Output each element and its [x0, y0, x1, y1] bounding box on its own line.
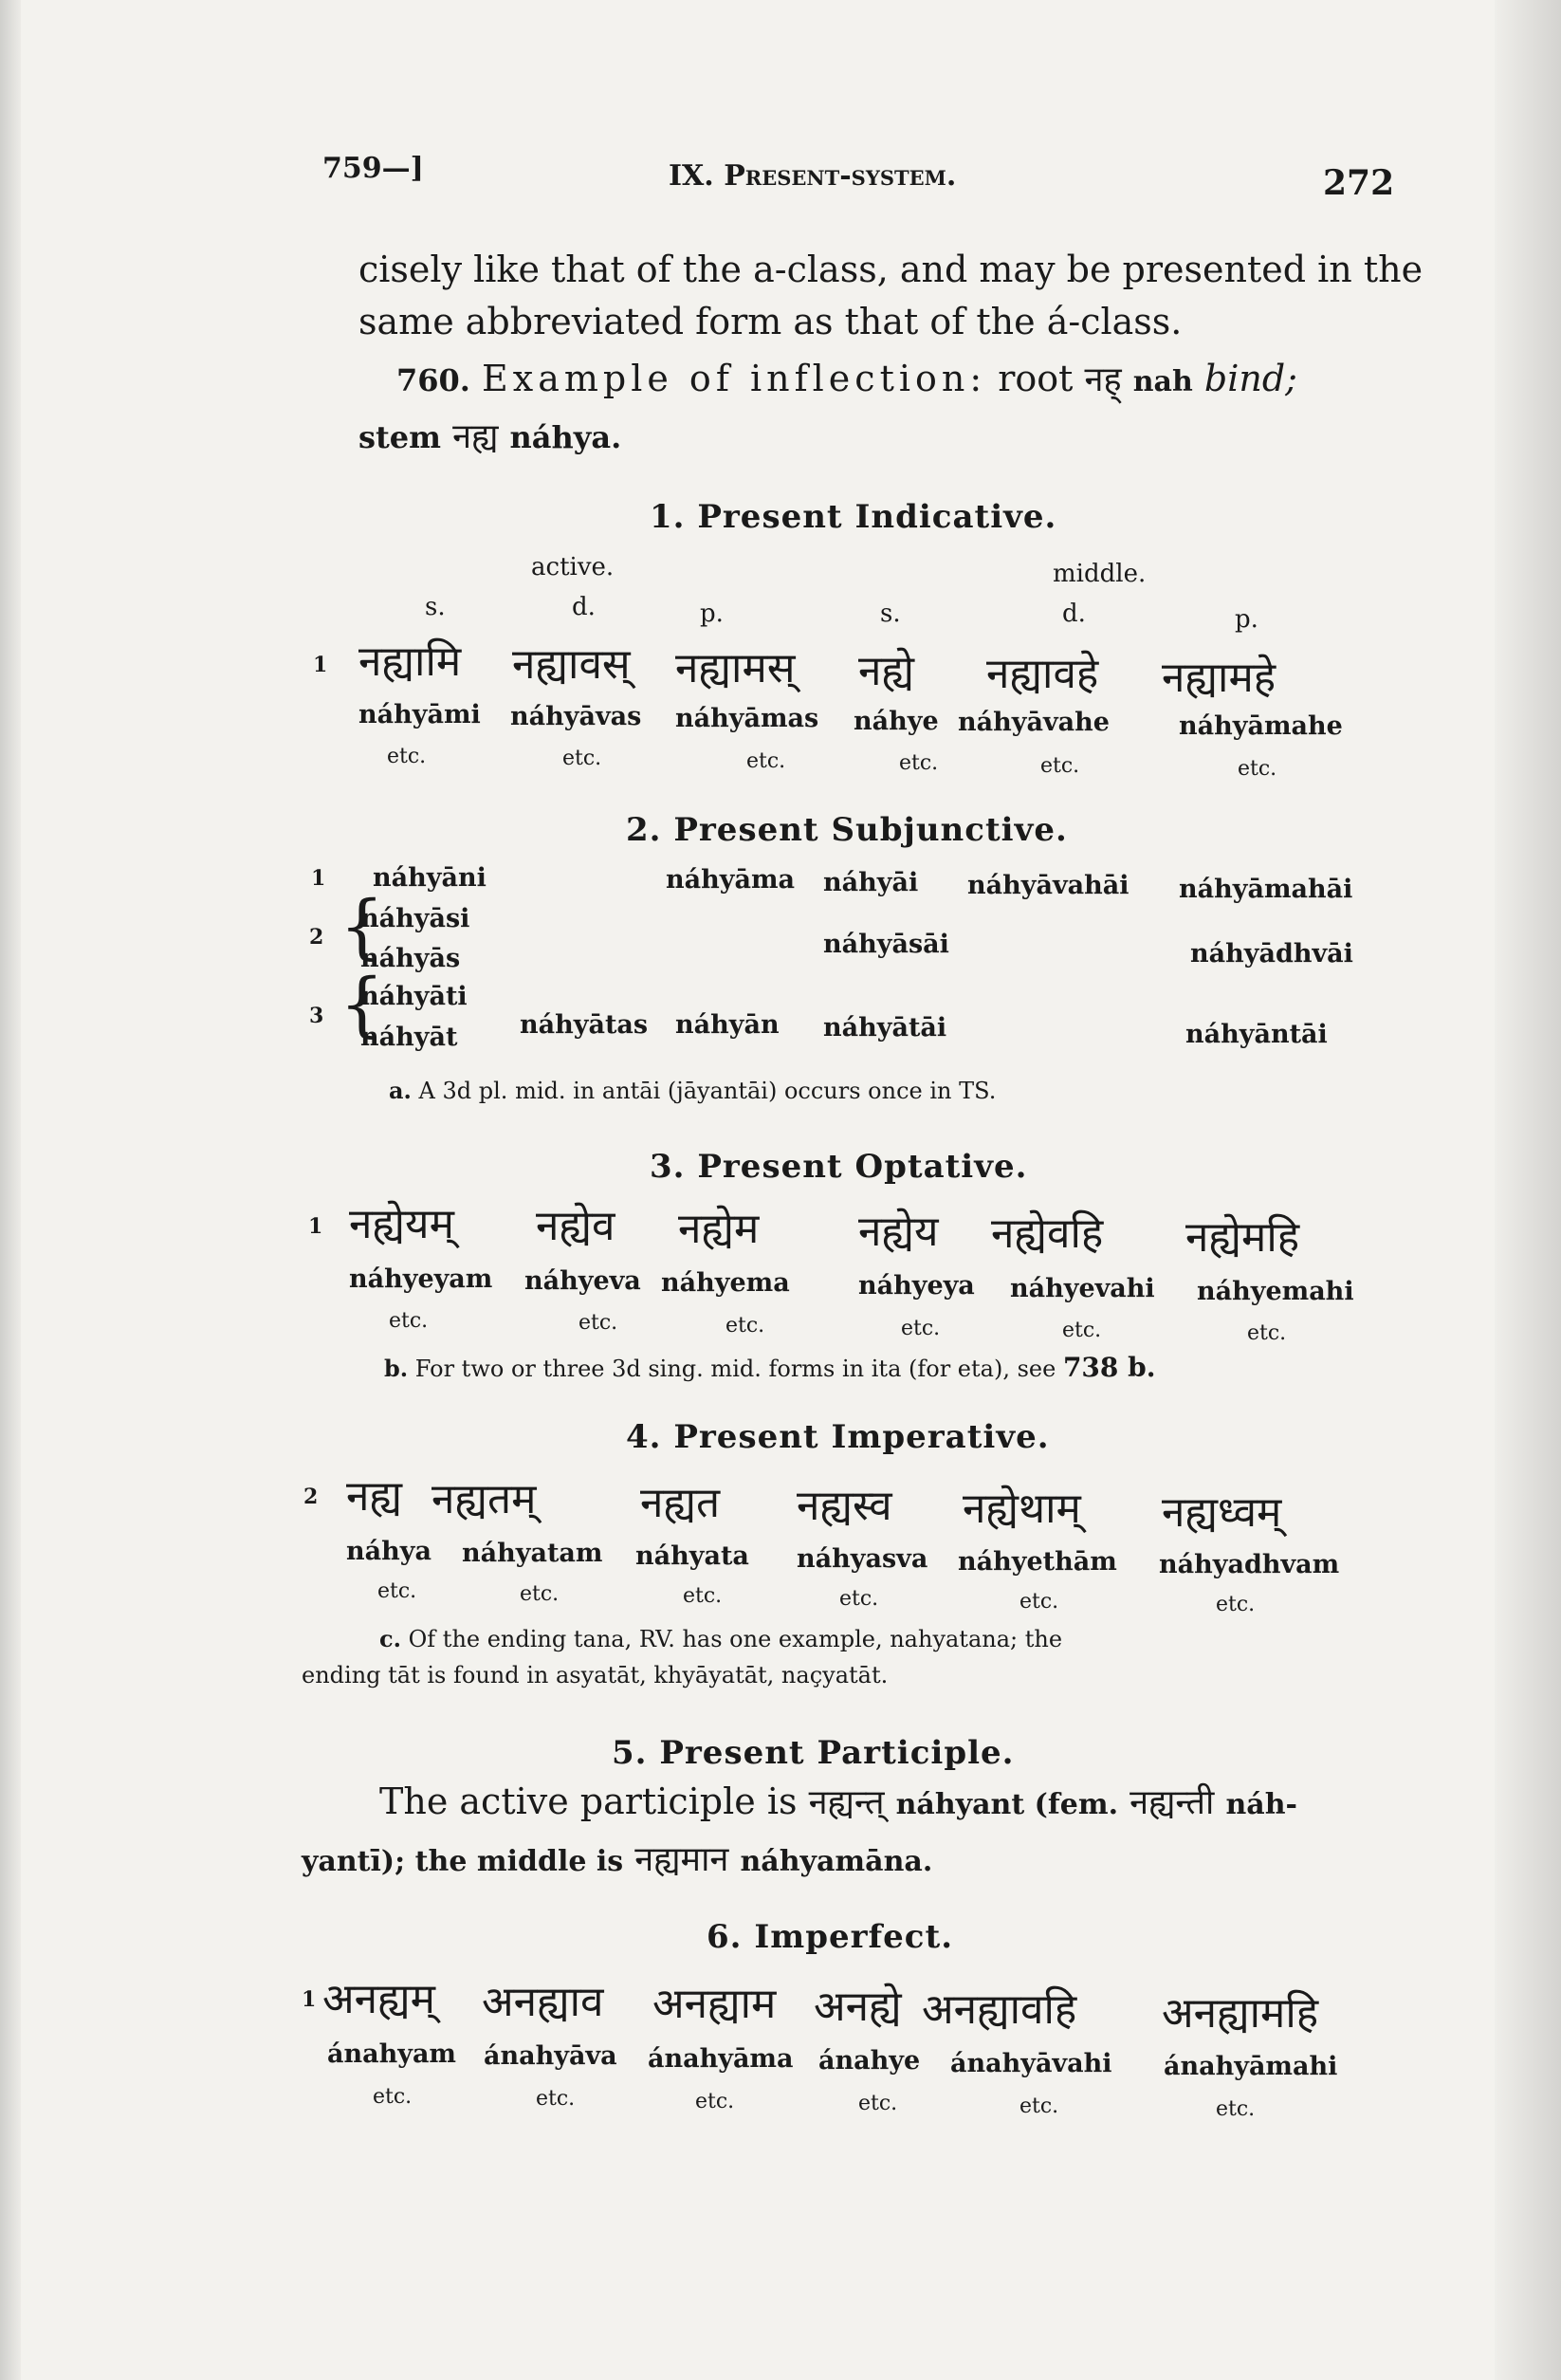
devanagari-form: नह्येम	[678, 1205, 760, 1253]
devanagari-form: नह्यामस्	[675, 644, 796, 692]
participle-text: The active participle is	[379, 1780, 798, 1822]
transliteration: yantī); the middle is	[302, 1845, 624, 1878]
indicative-title: 1. Present Indicative.	[650, 498, 1057, 536]
transliteration: náhyāma	[666, 865, 796, 895]
devanagari-form: नह्येमहि	[1185, 1213, 1300, 1262]
etc-label: etc.	[1216, 2097, 1256, 2121]
transliteration: náhyeya	[858, 1271, 975, 1301]
devanagari-form: अनह्यामहि	[1162, 1989, 1319, 2038]
page-edge-right	[1495, 0, 1561, 2380]
root-gloss: bind;	[1203, 358, 1297, 399]
etc-label: etc.	[746, 749, 786, 773]
etc-label: etc.	[389, 1309, 429, 1333]
transliteration: náhyeyam	[349, 1264, 493, 1294]
etc-label: etc.	[536, 2087, 576, 2111]
stem-line	[358, 417, 621, 454]
transliteration: náhyāsi	[360, 904, 470, 933]
devanagari-form: नह्यन्ती	[1129, 1783, 1215, 1822]
devanagari-form: अनह्यावहि	[922, 1985, 1077, 2034]
stem-devanagari: नह्य	[452, 417, 499, 456]
transliteration: náhyadhvam	[1159, 1550, 1340, 1579]
transliteration: ánahyāva	[484, 2041, 617, 2071]
devanagari-form: नह्येथाम्	[963, 1485, 1081, 1533]
participle-line-2	[302, 1840, 932, 1877]
root-label: root	[998, 358, 1074, 399]
person-number: 2	[309, 925, 324, 950]
transliteration: náhyamāna.	[740, 1845, 933, 1878]
devanagari-form: नह्येवहि	[991, 1209, 1104, 1258]
transliteration: náhyāt	[360, 1023, 458, 1052]
devanagari-form: नह्यस्व	[797, 1482, 892, 1530]
note-c-line-2: ending tāt is found in asyatāt, khyāyatāt, naçyatāt.	[302, 1662, 889, 1688]
person-number: 1	[308, 1214, 323, 1239]
devanagari-form: नह्यमान	[634, 1840, 729, 1879]
etc-label: etc.	[1040, 754, 1080, 778]
etc-label: etc.	[373, 2085, 413, 2109]
devanagari-form: नह्य	[346, 1472, 403, 1521]
transliteration: náhyatam	[462, 1539, 603, 1568]
participle-title: 5. Present Participle.	[612, 1734, 1015, 1772]
transliteration: náhyāmas	[675, 704, 819, 733]
devanagari-form: नह्यत	[640, 1479, 721, 1527]
note-label: a.	[389, 1077, 412, 1104]
transliteration: náhye	[854, 707, 939, 736]
devanagari-form: अनह्यम्	[322, 1975, 435, 2023]
page-edge-left	[0, 0, 21, 2380]
note-c-line-1	[379, 1625, 1062, 1652]
etc-label: etc.	[1019, 1590, 1059, 1614]
transliteration: náhyevahi	[1010, 1274, 1155, 1303]
transliteration: náhyant (fem.	[895, 1788, 1119, 1821]
transliteration: náhyāni	[373, 863, 487, 893]
etc-label: etc.	[377, 1579, 417, 1603]
devanagari-form: नह्ये	[858, 647, 915, 695]
etc-label: etc.	[1247, 1321, 1287, 1345]
paragraph-label: Example of inflection:	[482, 358, 987, 399]
transliteration: náhyāmahāi	[1179, 875, 1353, 904]
person-number: 1	[313, 653, 328, 677]
etc-label: etc.	[899, 751, 939, 775]
root-transliteration: nah	[1132, 365, 1193, 398]
person-number: 2	[303, 1485, 319, 1509]
transliteration: náhyādhvāi	[1190, 939, 1353, 969]
transliteration: náhyeva	[524, 1266, 641, 1296]
voice-middle-label: middle.	[1053, 560, 1147, 588]
note-label: b.	[384, 1355, 409, 1382]
etc-label: etc.	[901, 1317, 941, 1340]
transliteration: ánahyāmahi	[1164, 2052, 1338, 2081]
etc-label: etc.	[1238, 757, 1277, 781]
subjunctive-title: 2. Present Subjunctive.	[626, 811, 1068, 849]
transliteration: náhyāi	[823, 868, 919, 897]
transliteration: náhyāsāi	[823, 930, 949, 959]
note-label: c.	[379, 1625, 401, 1652]
etc-label: etc.	[578, 1311, 618, 1335]
devanagari-form: अनह्याम	[652, 1980, 777, 2028]
section-reference: 759—]	[322, 152, 424, 185]
etc-label: etc.	[520, 1582, 560, 1606]
number-label: s.	[880, 600, 901, 628]
etc-label: etc.	[725, 1314, 765, 1338]
transliteration: náhyāmi	[358, 700, 481, 729]
imperative-title: 4. Present Imperative.	[626, 1418, 1050, 1456]
transliteration: náhyāntāi	[1185, 1020, 1328, 1049]
person-number: 1	[302, 1987, 317, 2012]
transliteration: náhyātāi	[823, 1013, 947, 1042]
devanagari-form: नह्यावस्	[512, 640, 631, 689]
person-number: 3	[309, 1004, 324, 1028]
number-label: p.	[700, 600, 724, 628]
transliteration: ánahye	[818, 2046, 921, 2076]
note-a	[389, 1077, 996, 1104]
transliteration: náhyāvas	[510, 702, 642, 731]
note-b	[384, 1352, 1155, 1383]
stem-transliteration: náhya.	[509, 419, 622, 455]
number-label: p.	[1235, 605, 1258, 634]
number-label: s.	[425, 593, 446, 621]
devanagari-form: अनह्ये	[814, 1983, 902, 2031]
transliteration: náhyāvahāi	[967, 871, 1129, 900]
transliteration: náhyemahi	[1197, 1277, 1354, 1306]
transliteration: náhyāti	[360, 982, 468, 1011]
transliteration: náh-	[1225, 1788, 1297, 1821]
etc-label: etc.	[683, 1584, 723, 1608]
etc-label: etc.	[1062, 1319, 1102, 1342]
devanagari-form: अनह्याव	[482, 1978, 604, 2026]
brace: {	[340, 886, 385, 968]
transliteration: náhyāvahe	[958, 708, 1110, 737]
transliteration: náhyasva	[797, 1544, 928, 1574]
devanagari-form: नह्यध्वम्	[1162, 1488, 1282, 1537]
etc-label: etc.	[695, 2090, 735, 2113]
transliteration: náhyethām	[958, 1547, 1117, 1577]
transliteration: ánahyāma	[648, 2044, 794, 2074]
page-number: 272	[1323, 163, 1395, 203]
etc-label: etc.	[839, 1587, 879, 1611]
etc-label: etc.	[858, 2092, 898, 2115]
transliteration: náhyātas	[520, 1010, 649, 1040]
etc-label: etc.	[1216, 1593, 1256, 1616]
intro-line-1: cisely like that of the a-class, and may be presented in the	[358, 249, 1423, 290]
paragraph-number: 760.	[396, 362, 470, 398]
devanagari-form: नह्येयम्	[349, 1200, 454, 1248]
transliteration: ánahyāvahi	[950, 2049, 1112, 2078]
note-reference: 738 b.	[1062, 1352, 1156, 1383]
intro-line-2: same abbreviated form as that of the á-class.	[358, 301, 1183, 342]
transliteration: náhyata	[635, 1541, 749, 1571]
example-line	[396, 360, 1297, 397]
devanagari-form: नह्यामि	[358, 637, 462, 686]
devanagari-form: नह्येय	[858, 1208, 939, 1256]
devanagari-form: नह्यन्त्	[808, 1783, 885, 1822]
number-label: d.	[1062, 600, 1086, 628]
devanagari-form: नह्येव	[536, 1202, 615, 1250]
brace: {	[340, 964, 385, 1045]
optative-title: 3. Present Optative.	[650, 1148, 1028, 1186]
person-number: 1	[311, 866, 326, 891]
voice-active-label: active.	[531, 553, 615, 581]
number-label: d.	[572, 593, 596, 621]
imperfect-title: 6. Imperfect.	[707, 1918, 954, 1956]
root-devanagari: नह्	[1084, 360, 1122, 399]
etc-label: etc.	[562, 747, 602, 770]
transliteration: ánahyam	[327, 2039, 457, 2069]
stem-label: stem	[358, 419, 442, 455]
etc-label: etc.	[1019, 2094, 1059, 2118]
transliteration: náhyās	[360, 944, 461, 973]
etc-label: etc.	[387, 745, 427, 768]
participle-line-1	[379, 1780, 1297, 1822]
devanagari-form: नह्यतम्	[432, 1475, 537, 1523]
note-text: For two or three 3d sing. mid. forms in ita (for eta), see	[414, 1356, 1056, 1382]
note-text: Of the ending tana, RV. has one example, nahyatana; the	[408, 1626, 1063, 1652]
note-text: A 3d pl. mid. in antāi (jāyantāi) occurs once in TS.	[418, 1078, 997, 1104]
transliteration: náhya	[346, 1537, 432, 1566]
devanagari-form: नह्यावहे	[986, 650, 1099, 698]
transliteration: náhyema	[661, 1268, 790, 1298]
devanagari-form: नह्यामहे	[1162, 654, 1276, 702]
transliteration: náhyāmahe	[1179, 711, 1343, 741]
transliteration: náhyān	[675, 1010, 780, 1040]
running-title: IX. Present-system.	[669, 159, 957, 193]
